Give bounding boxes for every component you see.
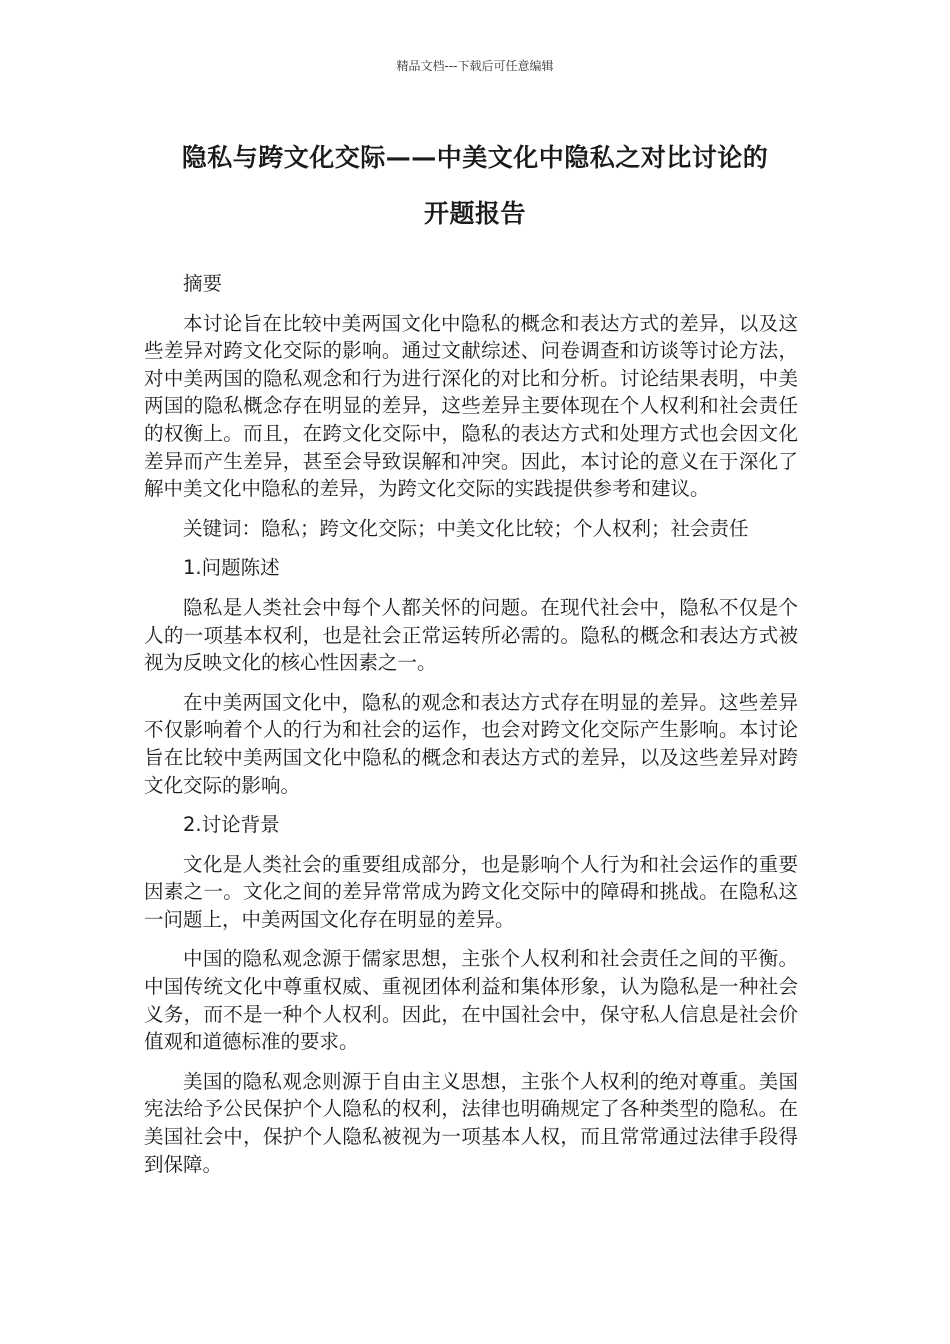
title-line-2: 开题报告 — [423, 199, 526, 228]
section-2-heading: 2.讨论背景 — [183, 813, 280, 837]
section-1-heading: 1.问题陈述 — [183, 556, 280, 580]
title-line-1: 隐私与跨文化交际——中美文化中隐私之对比讨论的 — [181, 143, 769, 172]
keywords-line: 关键词：隐私；跨文化交际；中美文化比较；个人权利；社会责任 — [183, 516, 749, 540]
section-1-paragraph-2: 在中美两国文化中，隐私的观念和表达方式存在明显的差异。这些差异不仅影响着个人的行为和社会的运作，也会对跨文化交际产生影响。本讨论旨在比较中美两国文化中隐私的概念和表达方式的差异，以及这些差异对跨文化交际的影响。 — [144, 690, 798, 797]
abstract-paragraph: 本讨论旨在比较中美两国文化中隐私的概念和表达方式的差异，以及这些差异对跨文化交际的影响。通过文献综述、问卷调查和访谈等讨论方法，对中美两国的隐私观念和行为进行深化的对比和分析。讨论结果表明，中美两国的隐私概念存在明显的差异，这些差异主要体现在个人权利和社会责任的权衡上。而且，在跨文化交际中，隐私的表达方式和处理方式也会因文化差异而产生差异，甚至会导致误解和冲突。因此，本讨论的意义在于深化了解中美文化中隐私的差异，为跨文化交际的实践提供参考和建议。 — [144, 311, 798, 501]
abstract-heading: 摘要 — [183, 272, 223, 295]
body-content — [144, 270, 798, 1190]
section-2-paragraph-3: 美国的隐私观念则源于自由主义思想，主张个人权利的绝对尊重。美国宪法给予公民保护个人隐私的权利，法律也明确规定了各种类型的隐私。在美国社会中，保护个人隐私被视为一项基本人权，而且常常通过法律手段得到保障。 — [144, 1069, 798, 1176]
section-2-paragraph-1: 文化是人类社会的重要组成部分，也是影响个人行为和社会运作的重要因素之一。文化之间的差异常常成为跨文化交际中的障碍和挑战。在隐私这一问题上，中美两国文化存在明显的差异。 — [144, 852, 798, 931]
header-note: 精品文档---下载后可任意编辑 — [396, 59, 554, 73]
section-2-paragraph-2: 中国的隐私观念源于儒家思想，主张个人权利和社会责任之间的平衡。中国传统文化中尊重权威、重视团体利益和集体形象，认为隐私是一种社会义务，而不是一种个人权利。因此，在中国社会中，保守私人信息是社会价值观和道德标准的要求。 — [144, 947, 798, 1054]
section-1-paragraph-1: 隐私是人类社会中每个人都关怀的问题。在现代社会中，隐私不仅是个人的一项基本权利，也是社会正常运转所必需的。隐私的概念和表达方式被视为反映文化的核心性因素之一。 — [144, 595, 798, 675]
